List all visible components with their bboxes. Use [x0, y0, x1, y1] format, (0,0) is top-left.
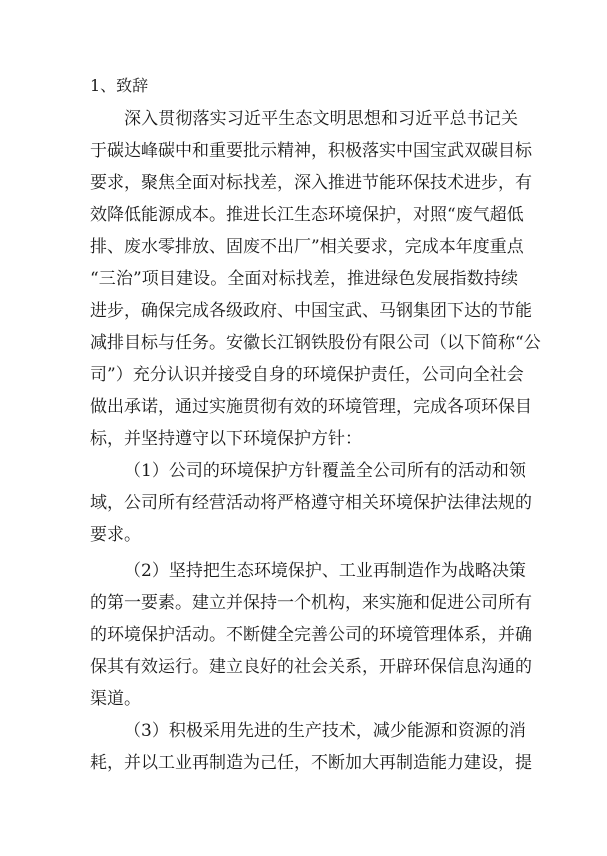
paragraph-line: （2）坚持把生态环境保护、工业再制造作为战略决策	[124, 561, 526, 581]
paragraph-line: 的环境保护活动。不断健全完善公司的环境管理体系，并确	[90, 625, 532, 645]
paragraph-line: 排、废水零排放、固废不出厂”相关要求，完成本年度重点	[90, 237, 524, 257]
paragraph-line: 的第一要素。建立并保持一个机构，来实施和促进公司所有	[90, 593, 532, 613]
paragraph-line: 效降低能源成本。推进长江生态环境保护，对照“废气超低	[90, 205, 524, 225]
paragraph-line: 进步，确保完成各级政府、中国宝武、马钢集团下达的节能	[90, 301, 532, 321]
section-heading: 1、致辞	[90, 76, 149, 95]
paragraph-line: 要求，聚焦全面对标找差，深入推进节能环保技术进步，有	[90, 173, 532, 193]
paragraph-line: 保其有效运行。建立良好的社会关系，开辟环保信息沟通的	[90, 657, 532, 677]
paragraph-line: 标，并坚持遵守以下环境保护方针：	[90, 429, 362, 449]
paragraph-line: （3）积极采用先进的生产技术，减少能源和资源的消	[124, 721, 526, 741]
paragraph-line: 要求。	[90, 525, 141, 545]
paragraph-line: “三治”项目建设。全面对标找差，推进绿色发展指数持续	[90, 269, 518, 289]
paragraph-line: 耗，并以工业再制造为己任，不断加大再制造能力建设，提	[90, 753, 532, 773]
paragraph-line: 渠道。	[90, 689, 141, 709]
paragraph-line: （1）公司的环境保护方针覆盖全公司所有的活动和领	[124, 461, 526, 481]
paragraph-line: 减排目标与任务。安徽长江钢铁股份有限公司（以下简称“公	[90, 333, 541, 353]
paragraph-line: 司”）充分认识并接受自身的环境保护责任，公司向全社会	[90, 365, 524, 385]
paragraph-line: 做出承诺，通过实施贯彻有效的环境管理，完成各项环保目	[90, 397, 532, 417]
paragraph-line: 于碳达峰碳中和重要批示精神，积极落实中国宝武双碳目标	[90, 141, 532, 161]
paragraph-line: 域，公司所有经营活动将严格遵守相关环境保护法律法规的	[90, 493, 532, 513]
paragraph-line: 深入贯彻落实习近平生态文明思想和习近平总书记关	[124, 109, 518, 129]
